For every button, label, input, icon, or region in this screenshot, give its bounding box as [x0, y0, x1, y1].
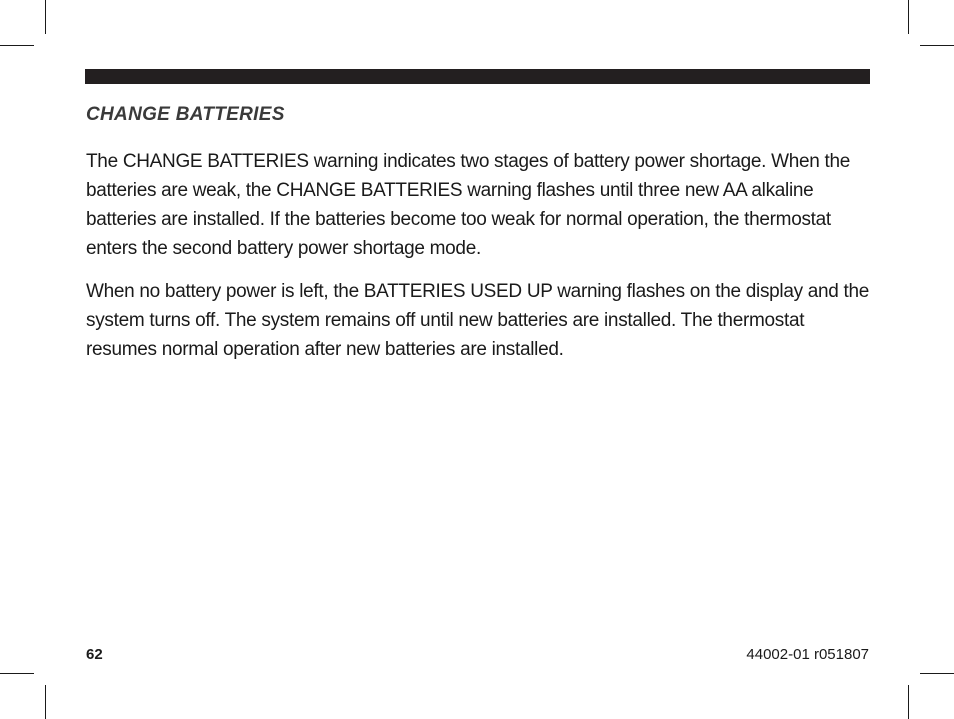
crop-mark-top-right-horizontal: [920, 45, 954, 46]
crop-mark-top-right-vertical: [908, 0, 909, 34]
page-number: 62: [86, 646, 103, 663]
crop-mark-top-left-horizontal: [0, 45, 34, 46]
section-title: CHANGE BATTERIES: [86, 104, 285, 125]
crop-mark-bottom-left-vertical: [45, 685, 46, 719]
crop-mark-top-left-vertical: [45, 0, 46, 34]
crop-mark-bottom-right-vertical: [908, 685, 909, 719]
paragraph-2: When no battery power is left, the BATTERIES USED UP warning flashes on the display and the system turns off. The system remains off until new batteries are installed. The thermostat resumes normal operation after new batteries are installed.: [86, 281, 870, 360]
paragraph-1: The CHANGE BATTERIES warning indicates two stages of battery power shortage. When the batteries are weak, the CHANGE BATTERIES warning flashes until three new AA alkaline batteries are installed. If the batteries become too weak for normal operation, the thermostat enters the second battery power shortage mode.: [86, 151, 851, 259]
crop-mark-bottom-left-horizontal: [0, 673, 34, 674]
crop-mark-bottom-right-horizontal: [920, 673, 954, 674]
document-code: 44002-01 r051807: [746, 646, 869, 663]
header-rule-bar: [85, 69, 870, 84]
